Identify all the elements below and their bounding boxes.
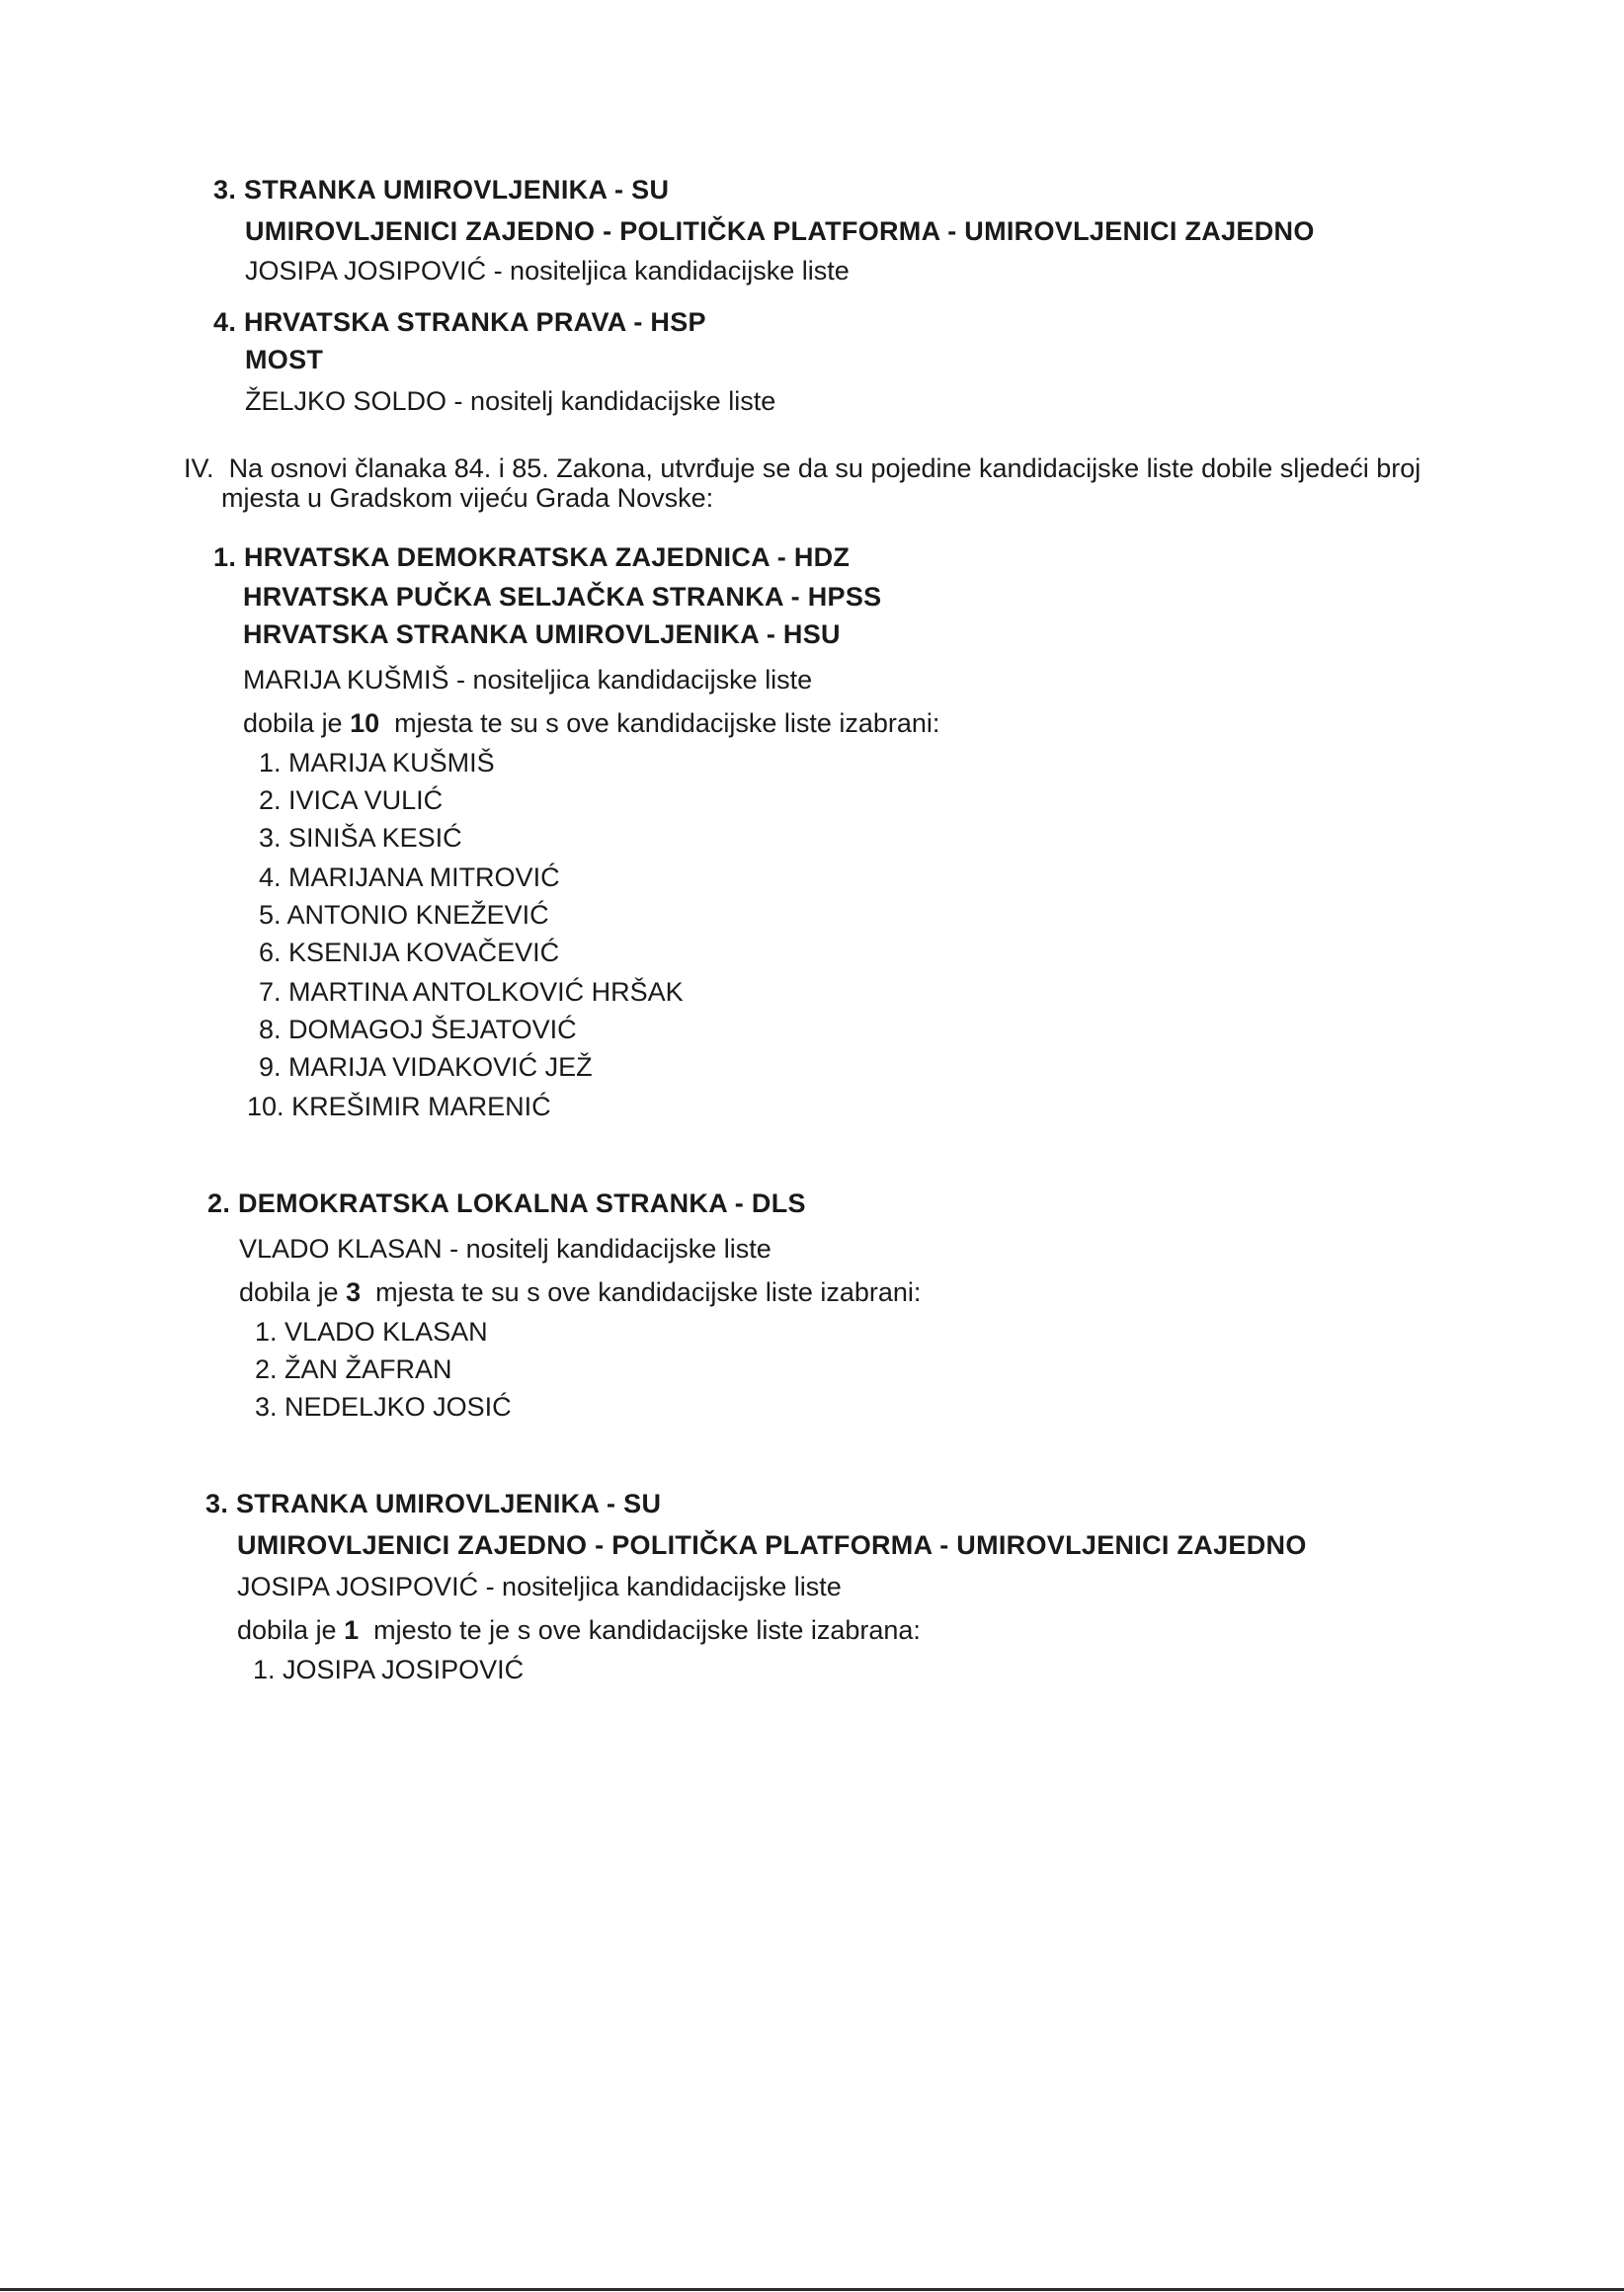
list-holder: JOSIPA JOSIPOVIĆ - nositeljica kandidacijske liste — [245, 256, 850, 286]
list-party: UMIROVLJENICI ZAJEDNO - POLITIČKA PLATFORMA - UMIROVLJENICI ZAJEDNO — [245, 216, 1315, 246]
elected-item: 10. KREŠIMIR MARENIĆ — [247, 1092, 551, 1121]
result-heading: 1. HRVATSKA DEMOKRATSKA ZAJEDNICA - HDZ — [213, 542, 851, 572]
elected-item: 8. DOMAGOJ ŠEJATOVIĆ — [259, 1015, 577, 1044]
seats-line: dobila je 10 mjesta te su s ove kandidacijske liste izabrani: — [243, 708, 940, 738]
seats-count: 3 — [346, 1277, 362, 1307]
seats-count: 1 — [344, 1615, 360, 1645]
result-party: HRVATSKA PUČKA SELJAČKA STRANKA - HPSS — [243, 582, 882, 612]
elected-item: 1. JOSIPA JOSIPOVIĆ — [253, 1655, 525, 1684]
result-party: HRVATSKA STRANKA UMIROVLJENIKA - HSU — [243, 619, 841, 649]
result-heading: 2. DEMOKRATSKA LOKALNA STRANKA - DLS — [207, 1188, 806, 1218]
result-heading: 3. STRANKA UMIROVLJENIKA - SU — [205, 1489, 662, 1518]
elected-item: 1. VLADO KLASAN — [255, 1317, 488, 1347]
section-iv-line1: IV. Na osnovi članaka 84. i 85. Zakona, utvrđuje se da su pojedine kandidacijske liste dobile sljedeći broj — [184, 453, 1421, 483]
seats-line: dobila je 1 mjesto te je s ove kandidacijske liste izabrana: — [237, 1615, 921, 1645]
seats-line: dobila je 3 mjesta te su s ove kandidacijske liste izabrani: — [239, 1277, 922, 1307]
elected-item: 3. SINIŠA KESIĆ — [259, 823, 462, 853]
list-party: MOST — [245, 345, 324, 374]
list-heading: 4. HRVATSKA STRANKA PRAVA - HSP — [213, 307, 706, 337]
result-holder: VLADO KLASAN - nositelj kandidacijske liste — [239, 1234, 771, 1264]
list-holder: ŽELJKO SOLDO - nositelj kandidacijske liste — [245, 386, 776, 416]
elected-item: 6. KSENIJA KOVAČEVIĆ — [259, 938, 560, 967]
elected-item: 1. MARIJA KUŠMIŠ — [259, 748, 495, 778]
result-party: UMIROVLJENICI ZAJEDNO - POLITIČKA PLATFORMA - UMIROVLJENICI ZAJEDNO — [237, 1530, 1307, 1560]
elected-item: 2. ŽAN ŽAFRAN — [255, 1354, 452, 1384]
elected-item: 9. MARIJA VIDAKOVIĆ JEŽ — [259, 1052, 593, 1082]
elected-item: 7. MARTINA ANTOLKOVIĆ HRŠAK — [259, 977, 684, 1007]
list-heading: 3. STRANKA UMIROVLJENIKA - SU — [213, 175, 670, 205]
section-iv-line2: mjesta u Gradskom vijeću Grada Novske: — [221, 483, 714, 513]
result-holder: MARIJA KUŠMIŠ - nositeljica kandidacijske liste — [243, 665, 813, 695]
result-holder: JOSIPA JOSIPOVIĆ - nositeljica kandidacijske liste — [237, 1572, 842, 1601]
elected-item: 3. NEDELJKO JOSIĆ — [255, 1392, 512, 1422]
elected-item: 4. MARIJANA MITROVIĆ — [259, 862, 560, 892]
elected-item: 2. IVICA VULIĆ — [259, 785, 444, 815]
seats-count: 10 — [350, 708, 380, 738]
elected-item: 5. ANTONIO KNEŽEVIĆ — [259, 900, 549, 930]
scan-edge-line — [0, 2288, 1624, 2291]
